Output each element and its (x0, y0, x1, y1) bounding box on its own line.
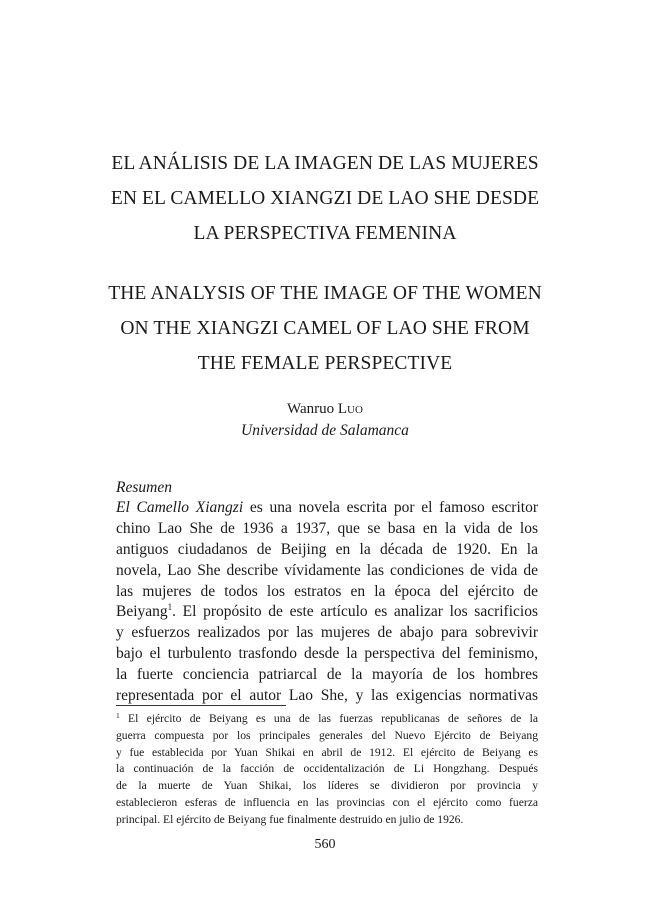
page-number: 560 (314, 837, 336, 852)
footnote-reference[interactable]: 1 (167, 602, 173, 613)
abstract-line: antiguos ciudadanos de Beijing en la década de 1920. En la (116, 540, 538, 558)
footnote-text: El ejército de Beiyang es una de las fuerzas republicanas de señores de la (119, 712, 538, 725)
abstract-heading: Resumen (116, 479, 172, 496)
abstract-text: Beiyang (116, 603, 168, 621)
abstract-line (116, 602, 538, 623)
title-english-line: ON THE XIANGZI CAMEL OF LAO SHE FROM (120, 318, 530, 339)
author-last-name: Luo (337, 401, 363, 417)
abstract-line: y esfuerzos realizados por las mujeres de abajo para sobrevivir (116, 624, 538, 642)
footnote-divider (116, 705, 286, 706)
abstract-line (116, 498, 538, 519)
title-spanish-line: LA PERSPECTIVA FEMENINA (193, 223, 457, 244)
abstract-line: las mujeres de todos los estratos en la época del ejército de (116, 582, 538, 600)
abstract-body (116, 498, 538, 707)
abstract-line: la fuerte conciencia patriarcal de la mayoría de los hombres (116, 666, 538, 684)
title-english (60, 276, 590, 381)
abstract-line: chino Lao She de 1936 a 1937, que se basa en la vida de los (116, 519, 538, 537)
title-english-line: THE FEMALE PERSPECTIVE (197, 353, 453, 374)
footnote-line: la continuación de la facción de occidentalización de Li Hongzhang. Después (116, 762, 538, 776)
novel-title: El Camello Xiangzi (116, 499, 244, 516)
footnote-marker: 1 (116, 711, 120, 720)
abstract-line: representada por el autor Lao She, y las exigencias normativas (116, 687, 538, 705)
author-name (0, 399, 650, 419)
footnote-line: y fue establecida por Yuan Shikai en abril de 1912. El ejército de Beiyang es (116, 745, 538, 759)
abstract (116, 478, 538, 707)
footnote-line: guerra compuesta por los principales generales del Nuevo Ejército de Beiyang (116, 728, 538, 742)
title-english-line: THE ANALYSIS OF THE IMAGE OF THE WOMEN (108, 283, 542, 304)
title-spanish (60, 146, 590, 251)
abstract-text: . El propósito de este artículo es analizar los sacrificios (172, 603, 538, 621)
footnote-line (116, 711, 538, 728)
footnote-line: principal. El ejército de Beiyang fue finalmente destruido en julio de 1926. (116, 812, 464, 826)
title-spanish-line: EL ANÁLISIS DE LA IMAGEN DE LAS MUJERES (111, 153, 539, 174)
abstract-line: bajo el turbulento trasfondo desde la perspectiva del feminismo, (116, 645, 538, 663)
abstract-line: novela, Lao She describe vívidamente las condiciones de vida de (116, 561, 538, 579)
footnote-line: establecieron esferas de influencia en las provincias con el ejército como fuerza (116, 795, 538, 809)
author-first-name: Wanruo (287, 401, 335, 417)
title-spanish-line: EN EL CAMELLO XIANGZI DE LAO SHE DESDE (110, 188, 540, 209)
author-affiliation: Universidad de Salamanca (241, 422, 409, 439)
abstract-text: es una novela escrita por el famoso escritor (243, 499, 538, 516)
footnote (116, 711, 538, 829)
footnote-line: de la muerte de Yuan Shikai, los líderes se dividieron por provincia y (116, 779, 538, 793)
